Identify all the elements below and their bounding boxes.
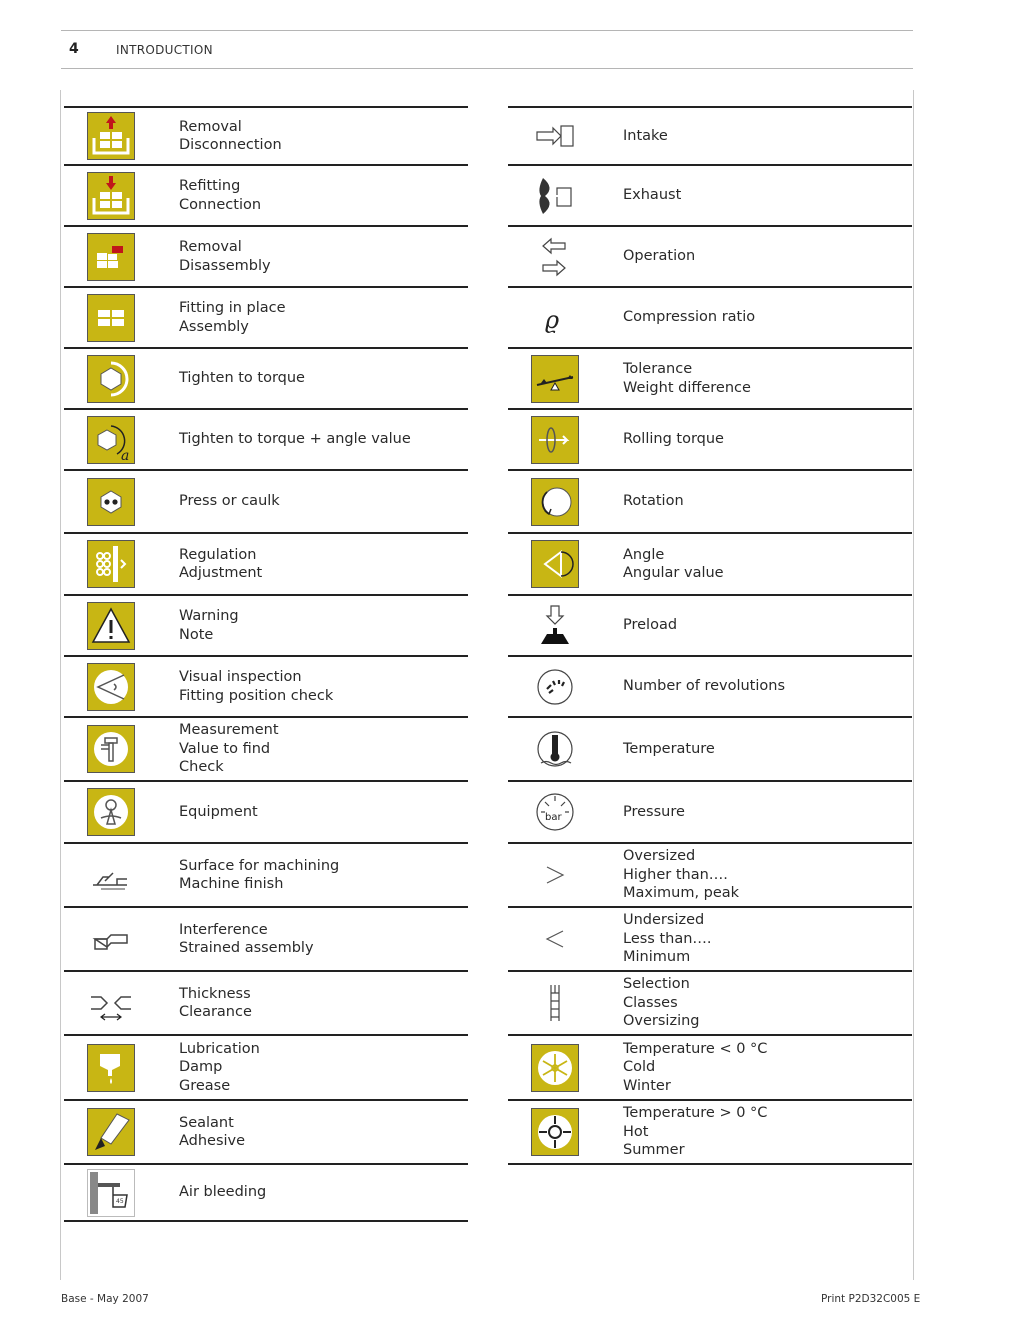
exhaust-icon xyxy=(531,172,579,220)
symbol-description-line: Number of revolutions xyxy=(623,678,786,695)
symbol-description-line: Assembly xyxy=(179,318,249,335)
right-symbol-row xyxy=(508,718,912,782)
right-symbol-row xyxy=(508,410,912,471)
tolerance-icon xyxy=(531,355,579,403)
symbol-description-line: Angular value xyxy=(623,565,724,581)
symbol-description-line: Removal xyxy=(179,118,242,135)
symbol-description xyxy=(179,1101,245,1163)
symbol-description xyxy=(179,718,279,780)
right-symbol-row xyxy=(508,471,912,534)
symbol-description xyxy=(179,288,286,347)
symbol-description xyxy=(179,1165,266,1220)
symbol-description-line: Pressure xyxy=(623,803,685,820)
symbol-description-line: Temperature xyxy=(623,740,715,757)
symbol-description-line: Maximum, peak xyxy=(623,885,740,902)
symbol-description-line: Disassembly xyxy=(179,257,271,274)
symbol-description-line: Tolerance xyxy=(623,361,693,377)
cold-icon xyxy=(531,1044,579,1092)
rolling-torque-icon xyxy=(531,416,579,464)
symbol-description xyxy=(623,1036,767,1099)
header-rule-bottom xyxy=(61,68,913,69)
symbol-description xyxy=(179,349,305,408)
svg-text:a: a xyxy=(121,448,130,464)
operation-icon xyxy=(531,233,579,281)
symbol-description-line: Tighten to torque + angle value xyxy=(179,431,411,448)
left-symbol-row xyxy=(64,1101,468,1165)
symbol-description-line: Machine finish xyxy=(179,876,284,892)
symbol-description xyxy=(179,471,280,532)
left-symbol-row xyxy=(64,227,468,288)
symbol-description xyxy=(623,108,668,164)
right-symbol-row xyxy=(508,349,912,410)
right-symbol-row xyxy=(508,972,912,1036)
symbol-description xyxy=(179,166,261,225)
symbol-description-line: Strained assembly xyxy=(179,940,314,956)
fitting-assembly-icon xyxy=(87,294,135,342)
left-symbol-row xyxy=(64,1036,468,1101)
symbol-description-line: Hot xyxy=(623,1123,649,1140)
symbol-description-line: Less than…. xyxy=(623,930,712,947)
symbol-description-line: Higher than…. xyxy=(623,866,728,883)
symbol-description xyxy=(623,972,700,1034)
symbol-description-line: Interference xyxy=(179,921,268,938)
right-symbol-row xyxy=(508,782,912,844)
interference-icon xyxy=(87,915,135,963)
left-symbol-row xyxy=(64,349,468,410)
symbol-description-line: Thickness xyxy=(179,985,251,1002)
removal-disassembly-icon xyxy=(87,233,135,281)
left-symbol-row xyxy=(64,1165,468,1222)
symbol-description xyxy=(623,349,751,408)
section-title: INTRODUCTION xyxy=(116,43,213,57)
sealant-icon xyxy=(87,1108,135,1156)
symbol-description-line: Intake xyxy=(623,127,668,144)
symbol-description-line: Equipment xyxy=(179,803,258,820)
margin-rule-right xyxy=(913,90,914,1280)
symbol-description-line: Fitting position check xyxy=(179,687,334,704)
svg-text:ϱ: ϱ xyxy=(545,306,560,334)
right-symbol-row xyxy=(508,534,912,596)
left-symbol-row xyxy=(64,972,468,1036)
symbol-description-line: Cold xyxy=(623,1059,656,1076)
symbol-description-line: Weight difference xyxy=(623,379,751,396)
intake-icon xyxy=(531,112,579,160)
symbol-description-line: Classes xyxy=(623,994,678,1011)
symbol-description xyxy=(179,108,282,164)
symbol-description xyxy=(623,410,724,469)
preload-icon xyxy=(531,602,579,650)
symbol-description-line: Operation xyxy=(623,248,696,265)
symbol-description-line: Connection xyxy=(179,196,262,213)
symbol-description-line: Press or caulk xyxy=(179,493,280,510)
left-symbol-row xyxy=(64,844,468,908)
symbol-description-line: Clearance xyxy=(179,1004,252,1020)
symbol-description xyxy=(623,782,685,842)
right-symbol-row xyxy=(508,1036,912,1101)
symbol-description xyxy=(179,410,411,469)
left-symbol-row xyxy=(64,534,468,596)
symbol-description-line: Temperature < 0 °C xyxy=(623,1040,768,1057)
symbol-description xyxy=(179,657,333,716)
symbol-description-line: Fitting in place xyxy=(179,300,286,316)
symbol-description-line: Measurement xyxy=(179,722,279,739)
footer-print-code: Print P2D32C005 E xyxy=(821,1293,921,1305)
left-symbol-row xyxy=(64,596,468,657)
symbol-description xyxy=(179,844,339,906)
warning-icon xyxy=(87,602,135,650)
refitting-connection-icon xyxy=(87,172,135,220)
symbol-description-line: Warning xyxy=(179,608,239,624)
symbol-description-line: Grease xyxy=(179,1077,231,1094)
tighten-torque-angle-icon xyxy=(87,416,135,464)
visual-inspection-icon xyxy=(87,663,135,711)
removal-disconnection-icon xyxy=(87,112,135,160)
symbol-description xyxy=(623,471,684,532)
symbol-description-line: Check xyxy=(179,759,224,776)
symbol-description-line: Regulation xyxy=(179,546,257,563)
symbol-description xyxy=(623,166,681,225)
symbol-description xyxy=(179,1036,260,1099)
left-symbol-row xyxy=(64,288,468,349)
right-symbol-row xyxy=(508,108,912,166)
symbol-description xyxy=(179,596,239,655)
compression-ratio-icon xyxy=(531,294,579,342)
left-symbol-row xyxy=(64,718,468,782)
symbol-description-line: Undersized xyxy=(623,912,705,929)
pressure-icon xyxy=(531,788,579,836)
symbol-description-line: Adjustment xyxy=(179,565,263,581)
right-symbol-row xyxy=(508,227,912,288)
left-symbol-row xyxy=(64,108,468,166)
symbol-description-line: Lubrication xyxy=(179,1040,260,1057)
symbol-description xyxy=(179,782,258,842)
left-symbol-row xyxy=(64,657,468,718)
measurement-icon xyxy=(87,725,135,773)
symbols-table-right xyxy=(508,106,912,1165)
right-symbol-row xyxy=(508,1101,912,1165)
temperature-icon xyxy=(531,725,579,773)
symbol-description xyxy=(623,596,677,655)
symbol-description-line: Note xyxy=(179,626,214,643)
left-symbol-row xyxy=(64,166,468,227)
right-symbol-row xyxy=(508,908,912,972)
press-caulk-icon xyxy=(87,478,135,526)
right-symbol-row xyxy=(508,596,912,657)
symbol-description xyxy=(623,227,695,286)
symbol-description xyxy=(179,227,271,286)
symbol-description-line: Rotation xyxy=(623,493,684,510)
symbol-description-line: Preload xyxy=(623,617,678,634)
symbol-description xyxy=(179,972,252,1034)
lubrication-icon xyxy=(87,1044,135,1092)
symbol-description-line: Air bleeding xyxy=(179,1184,267,1201)
symbol-description-line: Winter xyxy=(623,1077,671,1094)
symbol-description-line: Damp xyxy=(179,1059,223,1076)
equipment-icon xyxy=(87,788,135,836)
svg-text:45: 45 xyxy=(116,1198,124,1205)
symbol-description xyxy=(179,908,314,970)
selection-classes-icon xyxy=(531,979,579,1027)
symbol-description-line: Selection xyxy=(623,976,690,993)
right-symbol-row xyxy=(508,657,912,718)
symbol-description-line: Refitting xyxy=(179,178,241,194)
symbol-description xyxy=(623,908,712,970)
rotation-icon xyxy=(531,478,579,526)
symbol-description xyxy=(179,534,262,594)
greater-than-icon xyxy=(531,851,579,899)
symbol-description-line: Removal xyxy=(179,239,242,255)
symbol-description-line: Visual inspection xyxy=(179,669,302,685)
symbol-description-line: Surface for machining xyxy=(179,857,340,874)
right-symbol-row xyxy=(508,288,912,349)
left-symbol-row xyxy=(64,908,468,972)
margin-rule-left xyxy=(60,90,61,1280)
machining-surface-icon xyxy=(87,851,135,899)
symbol-description-line: Minimum xyxy=(623,949,691,966)
symbols-table-left xyxy=(64,106,468,1222)
symbol-description-line: Angle xyxy=(623,546,665,563)
symbol-description-line: Exhaust xyxy=(623,187,682,204)
symbol-description-line: Oversizing xyxy=(623,1013,700,1030)
thickness-clearance-icon xyxy=(87,979,135,1027)
symbol-description-line: Value to find xyxy=(179,740,271,757)
symbol-description xyxy=(623,534,724,594)
right-symbol-row xyxy=(508,844,912,908)
symbol-description-line: Sealant xyxy=(179,1114,234,1131)
left-symbol-row xyxy=(64,782,468,844)
revolutions-icon xyxy=(531,663,579,711)
tighten-torque-icon xyxy=(87,355,135,403)
symbol-description-line: Disconnection xyxy=(179,137,282,153)
symbol-description xyxy=(623,657,785,716)
symbol-description-line: Oversized xyxy=(623,848,696,865)
symbol-description-line: Compression ratio xyxy=(623,309,756,326)
angle-icon xyxy=(531,540,579,588)
header-rule-top xyxy=(61,30,913,31)
symbol-description xyxy=(623,288,755,347)
regulation-adjustment-icon xyxy=(87,540,135,588)
less-than-icon xyxy=(531,915,579,963)
symbol-description-line: Rolling torque xyxy=(623,431,724,448)
symbol-description-line: Temperature > 0 °C xyxy=(623,1105,768,1122)
footer-edition: Base - May 2007 xyxy=(61,1293,149,1305)
symbol-description xyxy=(623,718,715,780)
hot-icon xyxy=(531,1108,579,1156)
symbol-description-line: Adhesive xyxy=(179,1133,246,1149)
left-symbol-row xyxy=(64,410,468,471)
symbol-description xyxy=(623,844,739,906)
symbol-description-line: Tighten to torque xyxy=(179,370,305,387)
symbol-description-line: Summer xyxy=(623,1142,685,1159)
left-symbol-row xyxy=(64,471,468,534)
right-symbol-row xyxy=(508,166,912,227)
symbol-description xyxy=(623,1101,767,1163)
air-bleeding-icon xyxy=(87,1169,135,1217)
page-number: 4 xyxy=(69,41,79,57)
svg-text:bar: bar xyxy=(545,812,562,823)
